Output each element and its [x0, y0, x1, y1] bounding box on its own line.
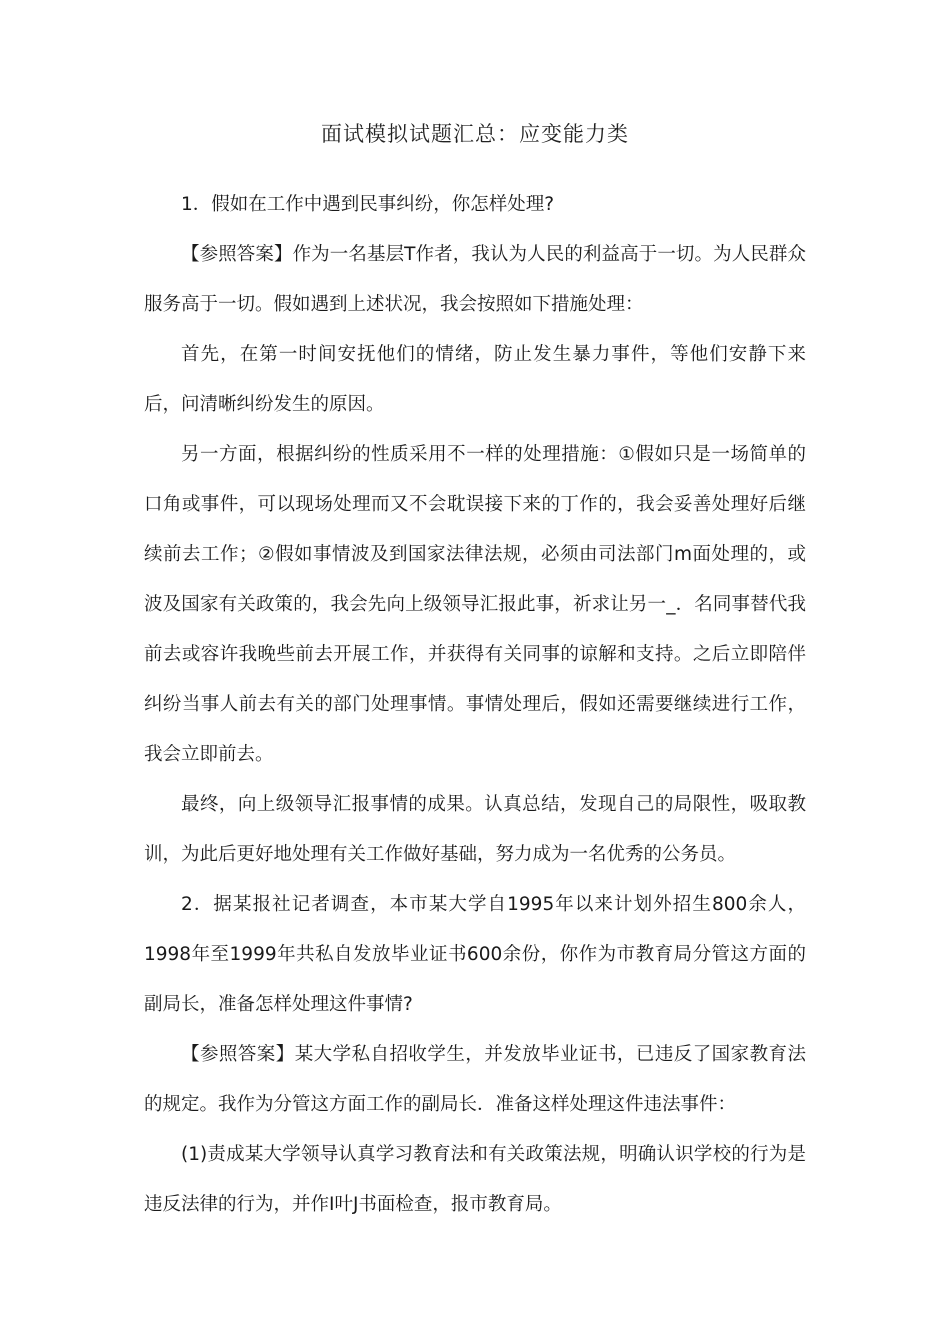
answer-2-item-1: (1)责成某大学领导认真学习教育法和有关政策法规，明确认识学校的行为是违反法律的行为，并作I叶J书面检查，报市教育局。 — [144, 1144, 806, 1215]
answer-1-intro: 【参照答案】作为一名基层T作者，我认为人民的利益高于一切。为人民群众服务高于一切。假如遇到上述状况，我会按照如下措施处理： — [144, 244, 806, 315]
document-body — [144, 180, 806, 1230]
document-title: 面试模拟试题汇总：应变能力类 — [321, 122, 629, 146]
answer-1-step-first: 首先，在第一时间安抚他们的情绪，防止发生暴力事件，等他们安静下来后，问清晰纠纷发生的原因。 — [144, 344, 806, 415]
question-2: 2．据某报社记者调查，本市某大学自1995年以来计划外招生800余人，1998年至1999年共私自发放毕业证书600余份，你作为市教育局分管这方面的副局长，准备怎样处理这件事情? — [144, 894, 806, 1015]
answer-1-step-final: 最终，向上级领导汇报事情的成果。认真总结，发现自己的局限性，吸取教训，为此后更好地处理有关工作做好基础，努力成为一名优秀的公务员。 — [144, 794, 806, 865]
answer-1-step-second: 另一方面，根据纠纷的性质采用不一样的处理措施：①假如只是一场简单的口角或事件，可以现场处理而又不会耽误接下来的丁作的，我会妥善处理好后继续前去工作；②假如事情波及到国家法律法规，必须由司法部门m面处理的，或波及国家有关政策的，我会先向上级领导汇报此事，祈求让另一_．名同事替代我前去或容许我晚些前去开展工作，并获得有关同事的谅解和支持。之后立即陪伴纠纷当事人前去有关的部门处理事情。事情处理后，假如还需要继续进行工作，我会立即前去。 — [144, 444, 806, 765]
answer-2-intro: 【参照答案】某大学私自招收学生，并发放毕业证书，已违反了国家教育法的规定。我作为分管这方面工作的副局长．准备这样处理这件违法事件： — [144, 1044, 806, 1115]
question-1: 1．假如在工作中遇到民事纠纷，你怎样处理? — [181, 194, 555, 215]
